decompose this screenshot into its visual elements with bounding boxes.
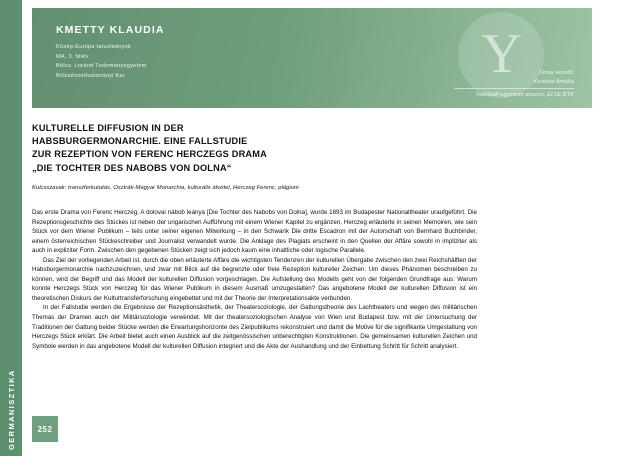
page-title [32, 122, 432, 175]
letter-y-glyph-icon: Y [481, 23, 522, 85]
keywords-label: Kulcsszavak: [32, 185, 67, 191]
supervisor-block [454, 69, 574, 100]
abstract-paragraph: Das erste Drama von Ferenc Herczeg, A dolovai nábob leánya [Die Tochter des Nabobs von Dolna], wurde 1893 im Budapester Nationaltheater uraufgeführt. Die Rezeptionsgeschichte des Stückes ist neben der ungarischen Aufführung mit einem Wiener Kapitel zu ergänzen. Herczeg erläuterte in seinen Memoiren, wie sein Stück vor dem Wiener Publikum – teils unter seiner eigenen Mitwirkung – in den Schwank Die dritte Escadron mit der Autorschaft von Bernhard Buchbinder, einem österreichischen Stückeschreiber und Journalist verwandelt wurde. Die Anklage des Plagiats erscheint in den Quellen der Affäre sowohl in impliziter als auch in expliziter Form. Zwischen den gegebenen Stücken zeigt sich jedoch kaum eine inhaltliche oder logische Parallele. [32, 209, 477, 255]
author-header-panel [32, 8, 592, 108]
title-line: HABSBURGERMONARCHIE. EINE FALLSTUDIE [32, 136, 248, 147]
divider [454, 88, 574, 89]
author-affiliation-line: Bölcsészettudományi Kar [56, 72, 125, 79]
author-affiliation-line: MA, 3. félév [56, 53, 89, 60]
author-name: KMETTY KLAUDIA [56, 24, 165, 36]
abstract-paragraph: Das Ziel der vorliegenden Arbeit ist, durch die oben erläuterte Affäre die wichtigsten Tendenzen der kulturellen Übergabe zwischen den zwei Reichshälften der Habsburgermonarchie nachzuzeichnen, und zwar mit Blick auf die begrenzte oder freie Rezeption kultureller Zeichen. Um dieses Phänomen beschreiben zu können, wird der Begriff und das Modell der kulturellen Diffusion vorgeschlagen. Die Aufstellung des Modells geht von der folgenden Grundfrage aus: Warum konnte Herczegs Stück von Herczeg für das Wiener Publikum in diesem Ausmaß umzugestalten? Das angebotene Modell der kulturellen Diffusion ist ein theoretischen Diskurs der Kulturtransferforschung eingebettet und mit der Theorie der Interpretationsakte verbunden. [32, 256, 477, 302]
series-label: GERMANISZTIKA [6, 369, 16, 450]
author-block [56, 24, 165, 81]
title-line: „DIE TOCHTER DES NABOBS VON DOLNA“ [32, 162, 232, 173]
author-affiliation-line: Bölcs. Loránd Tudományegyetem [56, 63, 147, 69]
document-page [22, 0, 640, 456]
supervisor-affiliation: habilitált egyetemi docens, ELTE BTK [476, 92, 574, 99]
series-sidebar [0, 0, 22, 456]
supervisor-label: Téma vezető: [538, 70, 574, 77]
keywords-text: transzferkutatás, Osztrák-Magyar Monarchia, kulturális átvétel, Herczeg Ferenc, plágium [68, 185, 299, 191]
abstract-paragraph: In der Fallstudie werden die Ergebnisse der Rezeptionsästhetik, der Theatersoziologie, der Gattungstheorie des Lachtheaters und wegen des militärischen Themas der Dramen auch der Militärsoziologie verwendet. Mit der theatersoziologischen Analyse von Wien und Budapest bzw. mit der Untersuchung der Traditionen der Gattung beider Stücke werden die Erwartungshorizonte des Zielpublikums rekonstruiert und damit die Motive für die signifikante Umgestaltung von Herczegs Stück erklärt. Die Arbeit bietet auch einen Ausblick auf die zeitgenössischen unberechtigten Konstruktionen. Die gemeinsamen kulturellen Zeichen und Symbole werden in das angebotene Modell der kulturellen Diffusion integriert und die Akte der Aushandlung und der Einbettung Schritt für Schritt analysiert. [32, 304, 477, 350]
supervisor-name: Kerekes Amália [533, 78, 574, 85]
author-affiliation-line: Közép-Európa tanulmányok [56, 44, 132, 50]
keywords-block [32, 184, 562, 193]
page-number-badge: 252 [32, 416, 58, 442]
title-line: KULTURELLE DIFFUSION IN DER [32, 123, 184, 133]
abstract-body [32, 208, 477, 351]
title-line: ZUR REZEPTION VON FERENC HERCZEGS DRAMA [32, 149, 267, 160]
